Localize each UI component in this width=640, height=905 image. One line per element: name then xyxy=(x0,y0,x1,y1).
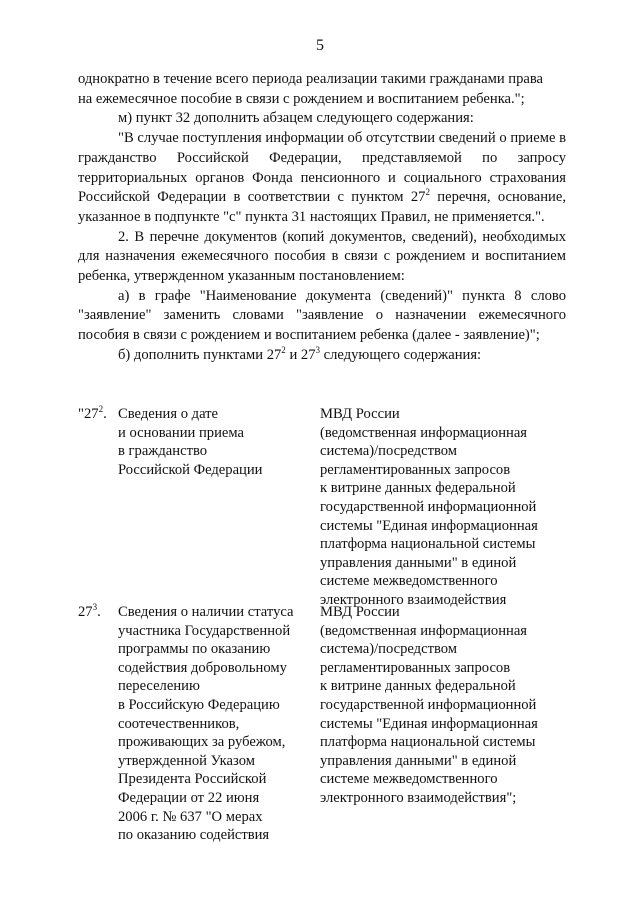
item-number: $27^3$. xyxy=(78,602,101,620)
paragraph-3: м) пункт 32 дополнить абзацем следующего содержания: xyxy=(118,110,474,127)
paragraph-6: а) в графе "Наименование документа (сведений)" пункта 8 слово "заявление" заменить словами "заявление о назначении ежемесячного пособия в связи с рождением и воспитанием ребенка (далее - заявление)"; xyxy=(78,287,566,344)
paragraph-7-tail: следующего содержания: xyxy=(320,346,482,363)
document-source: МВД России (ведомственная информационная система)/посредством регламентированных запросов к витрине данных федеральной государственной информационной системы "Единая информационная платформа национальной системы управления данными" в единой системе межведомственного электронного взаимодействия xyxy=(320,406,538,608)
superscript: 2 xyxy=(98,404,104,415)
superscript: 3 xyxy=(315,344,320,355)
document-list-table xyxy=(78,405,566,853)
document-body xyxy=(78,70,566,366)
superscript: 2 xyxy=(425,187,430,198)
paragraph-4-tail: перечня, основание, указанное в подпункте "с" пункта 31 настоящих Правил, не применяется.". xyxy=(78,189,566,225)
document-name: Сведения о наличии статуса участника Государственной программы по оказанию содействия добровольному переселению в Российскую Федерацию соотечественников, проживающих за рубежом, утвержденной Указом Президента Российской Федерации от 22 июня 2006 г. № 637 "О мерах по оказанию содействия xyxy=(118,604,294,844)
document-name: Сведения о дате и основании приема в гражданство Российской Федерации xyxy=(118,406,263,478)
paragraph-7-text: б) дополнить пунктами 27 xyxy=(118,346,282,363)
paragraph-5: 2. В перечне документов (копий документов, сведений), необходимых для назначения ежемесячного пособия в связи с рождением и воспитанием ребенка, утвержденном указанным постановлением: xyxy=(78,228,566,285)
paragraph-4 xyxy=(78,129,566,228)
item-number: "$27^2$. xyxy=(78,404,107,422)
document-source: МВД России (ведомственная информационная система)/посредством регламентированных запросов к витрине данных федеральной государственной информационной системы "Единая информационная платформа национальной системы управления данными" в единой системе межведомственного электронного взаимодействия"; xyxy=(320,604,538,806)
paragraph-2: на ежемесячное пособие в связи с рождением и воспитанием ребенка."; xyxy=(78,90,525,107)
paragraph-7 xyxy=(78,346,566,366)
paragraph-1: однократно в течение всего периода реализации такими гражданами права xyxy=(78,71,544,87)
superscript: 3 xyxy=(92,602,98,613)
superscript: 2 xyxy=(281,344,286,355)
paragraph-7-mid: и 27 xyxy=(285,346,316,363)
page-number: 5 xyxy=(316,37,324,54)
paragraph-4-text: "В случае поступления информации об отсутствии сведений о приеме в гражданство Российской Федерации, представляемой по запросу территориальных органов Фонда пенсионного и социального страхования Российской Федерации в соответствии с пунктом 27 xyxy=(78,130,566,206)
table-row xyxy=(78,603,566,853)
table-row xyxy=(78,404,566,608)
